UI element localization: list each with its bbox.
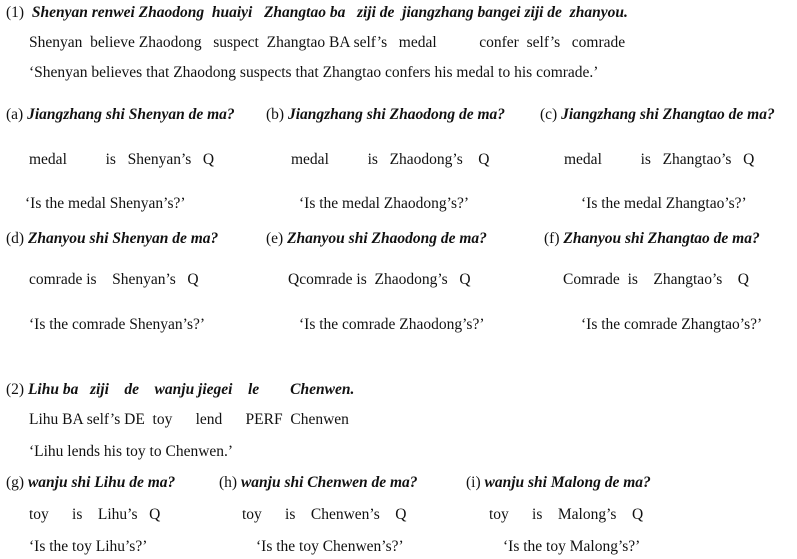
question-a-sentence: Jiangzhang shi Shenyan de ma? [27, 106, 235, 123]
example-1-gloss: Shenyan believe Zhaodong suspect Zhangtao BA self’s medal confer self’s comrade [29, 34, 626, 51]
question-i-translation: ‘Is the toy Malong’s?’ [503, 538, 641, 555]
question-d-sentence: Zhanyou shi Shenyan de ma? [27, 230, 219, 247]
example-2-number: (2) [6, 381, 25, 398]
question-a-translation: ‘Is the medal Shenyan’s?’ [25, 195, 186, 212]
question-a-label: (a) [6, 106, 24, 123]
example-1-number: (1) [6, 4, 25, 21]
example-1-translation: ‘Shenyan believes that Zhaodong suspects that Zhangtao confers his medal to his comrade.’ [29, 64, 599, 81]
question-h-label: (h) [219, 474, 238, 491]
question-c-sentence: Jiangzhang shi Zhangtao de ma? [561, 106, 775, 123]
question-f-label: (f) [544, 230, 560, 247]
question-b-sentence: Jiangzhang shi Zhaodong de ma? [287, 106, 506, 123]
question-h [219, 474, 418, 492]
question-f [544, 230, 760, 248]
example-2-header [6, 381, 354, 399]
question-i-sentence: wanju shi Malong de ma? [484, 474, 651, 491]
question-g-sentence: wanju shi Lihu de ma? [27, 474, 176, 491]
question-h-sentence: wanju shi Chenwen de ma? [240, 474, 418, 491]
question-c [540, 106, 775, 124]
question-g-gloss: toy is Lihu’s Q [29, 506, 161, 523]
example-1-header [6, 4, 628, 22]
question-f-translation: ‘Is the comrade Zhangtao’s?’ [581, 316, 763, 333]
question-i-label: (i) [466, 474, 481, 491]
question-b-translation: ‘Is the medal Zhaodong’s?’ [299, 195, 470, 212]
question-e-sentence: Zhanyou shi Zhaodong de ma? [287, 230, 487, 247]
question-f-sentence: Zhanyou shi Zhangtao de ma? [563, 230, 760, 247]
question-c-label: (c) [540, 106, 558, 123]
question-g-translation: ‘Is the toy Lihu’s?’ [29, 538, 148, 555]
question-e-translation: ‘Is the comrade Zhaodong’s?’ [299, 316, 485, 333]
question-e [266, 230, 487, 248]
question-f-gloss: Comrade is Zhangtao’s Q [563, 271, 749, 288]
question-i-gloss: toy is Malong’s Q [489, 506, 644, 523]
question-e-label: (e) [266, 230, 284, 247]
question-d-translation: ‘Is the comrade Shenyan’s?’ [29, 316, 206, 333]
question-g-label: (g) [6, 474, 25, 491]
question-c-translation: ‘Is the medal Zhangtao’s?’ [581, 195, 747, 212]
question-d-label: (d) [6, 230, 25, 247]
question-b-label: (b) [266, 106, 285, 123]
example-2-sentence: Lihu ba ziji de wanju jiegei le Chenwen. [27, 381, 355, 398]
question-a-gloss: medal is Shenyan’s Q [29, 151, 215, 168]
question-e-gloss: Qcomrade is Zhaodong’s Q [288, 271, 471, 288]
question-a [6, 106, 235, 124]
example-2-translation: ‘Lihu lends his toy to Chenwen.’ [29, 443, 234, 460]
question-c-gloss: medal is Zhangtao’s Q [564, 151, 755, 168]
question-h-translation: ‘Is the toy Chenwen’s?’ [256, 538, 404, 555]
question-b-gloss: medal is Zhaodong’s Q [291, 151, 490, 168]
question-d [6, 230, 218, 248]
question-g [6, 474, 175, 492]
example-1-sentence: Shenyan renwei Zhaodong huaiyi Zhangtao ba ziji de jiangzhang bangei ziji de zhanyou. [31, 4, 628, 21]
question-b [266, 106, 505, 124]
question-d-gloss: comrade is Shenyan’s Q [29, 271, 199, 288]
example-2-gloss: Lihu BA self’s DE toy lend PERF Chenwen [29, 411, 349, 428]
question-i [466, 474, 651, 492]
question-h-gloss: toy is Chenwen’s Q [242, 506, 407, 523]
